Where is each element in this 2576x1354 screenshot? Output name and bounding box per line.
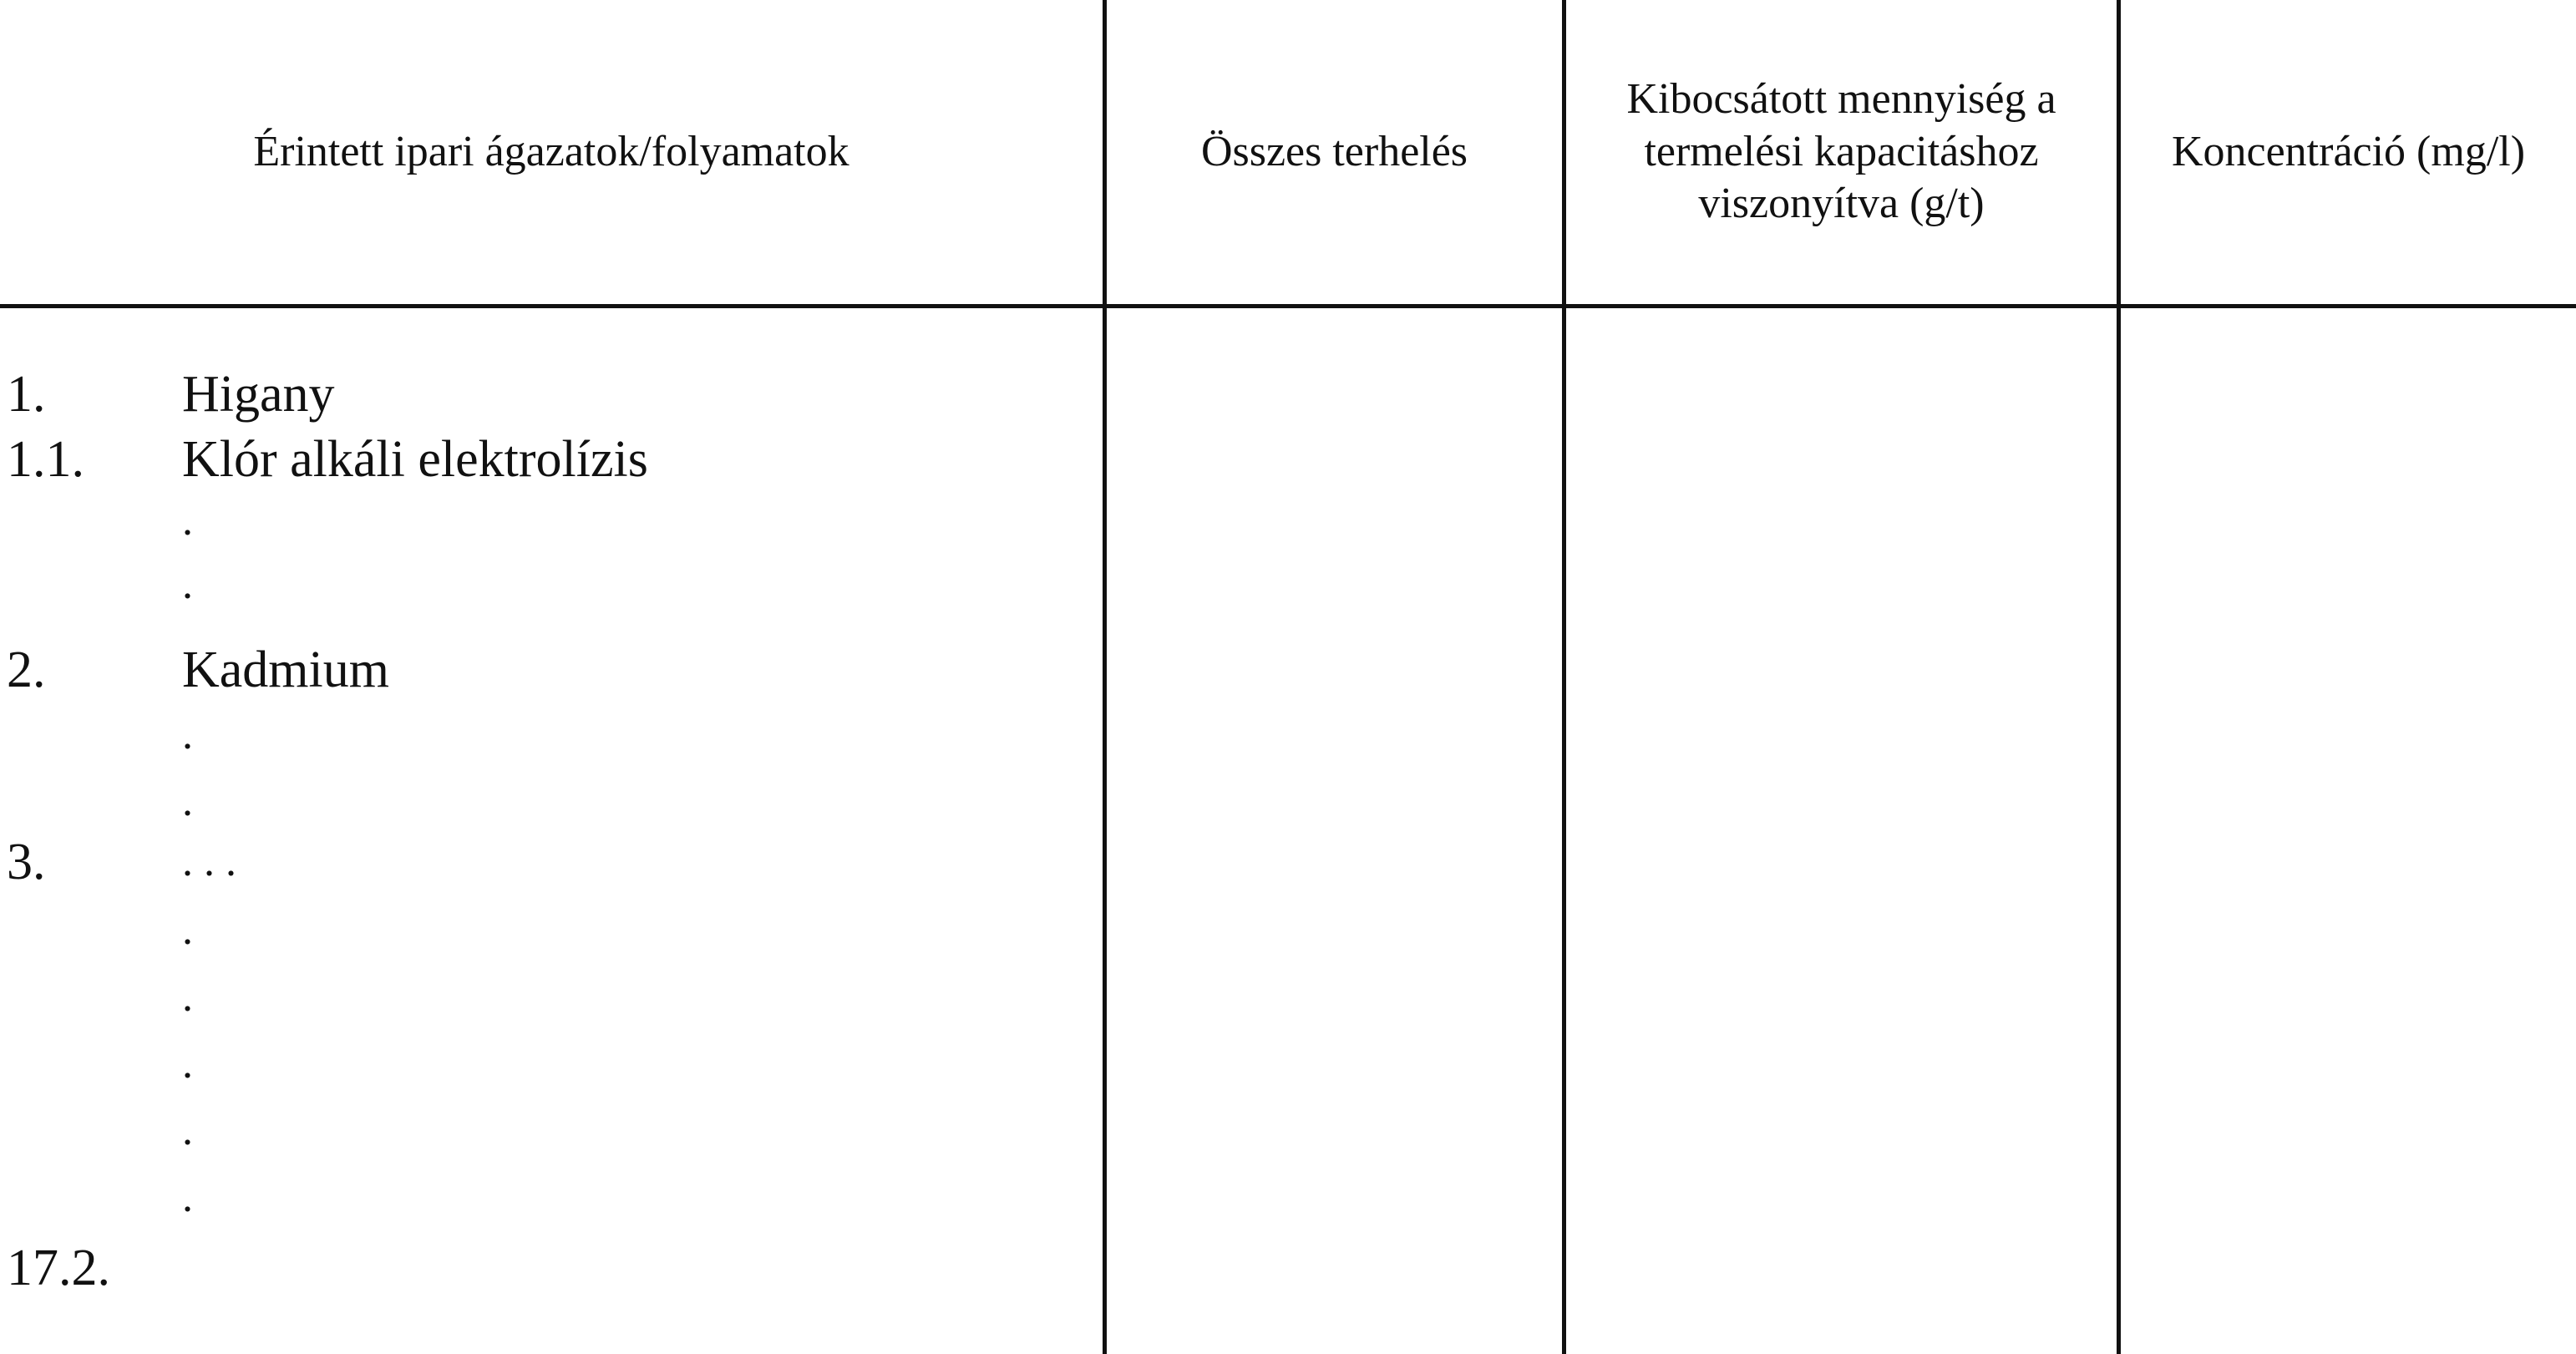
table-row <box>0 1239 1103 1297</box>
table-header-cell <box>2121 0 2576 304</box>
table-row <box>0 555 1103 614</box>
table-row <box>0 365 1103 423</box>
table-header-sector: Érintett ipari ágazatok/folyamatok <box>253 127 849 175</box>
row-number: 1. <box>7 366 46 423</box>
table-row <box>0 1102 1103 1160</box>
table-row <box>0 773 1103 831</box>
row-number: 1.1. <box>7 431 84 488</box>
row-label: . <box>182 1040 193 1088</box>
table-row <box>0 706 1103 764</box>
table-row <box>0 968 1103 1027</box>
table-header-total-load: Összes terhelés <box>1200 127 1468 175</box>
row-label: Kadmium <box>182 642 389 698</box>
row-number: 3. <box>7 834 46 890</box>
row-label: . <box>182 906 193 954</box>
row-label: . <box>182 778 193 825</box>
table-row <box>0 1035 1103 1093</box>
table-header-cell <box>1107 0 1562 304</box>
row-label: . <box>182 560 193 608</box>
table-body <box>0 308 1103 1354</box>
table-row <box>0 430 1103 489</box>
row-number: 17.2. <box>7 1240 110 1296</box>
row-label: . . . <box>182 838 236 885</box>
row-label: . <box>182 711 193 758</box>
table-row <box>0 1169 1103 1227</box>
row-label: Higany <box>182 366 335 423</box>
row-label: . <box>182 973 193 1021</box>
row-number: 2. <box>7 642 46 698</box>
table-header-concentration: Koncentráció (mg/l) <box>2171 127 2526 175</box>
row-label: . <box>182 1107 193 1154</box>
table-row <box>0 901 1103 960</box>
table-row <box>0 641 1103 699</box>
table-header-cell <box>1566 0 2117 304</box>
table-header-cell <box>0 0 1103 304</box>
row-label: Klór alkáli elektrolízis <box>182 431 648 488</box>
row-label: . <box>182 1174 193 1221</box>
table-row <box>0 492 1103 550</box>
table-row <box>0 833 1103 891</box>
table-header-emission-per-capacity: Kibocsátott mennyiség a termelési kapacitáshoz viszonyítva (g/t) <box>1626 75 2056 228</box>
row-label: . <box>182 497 193 545</box>
